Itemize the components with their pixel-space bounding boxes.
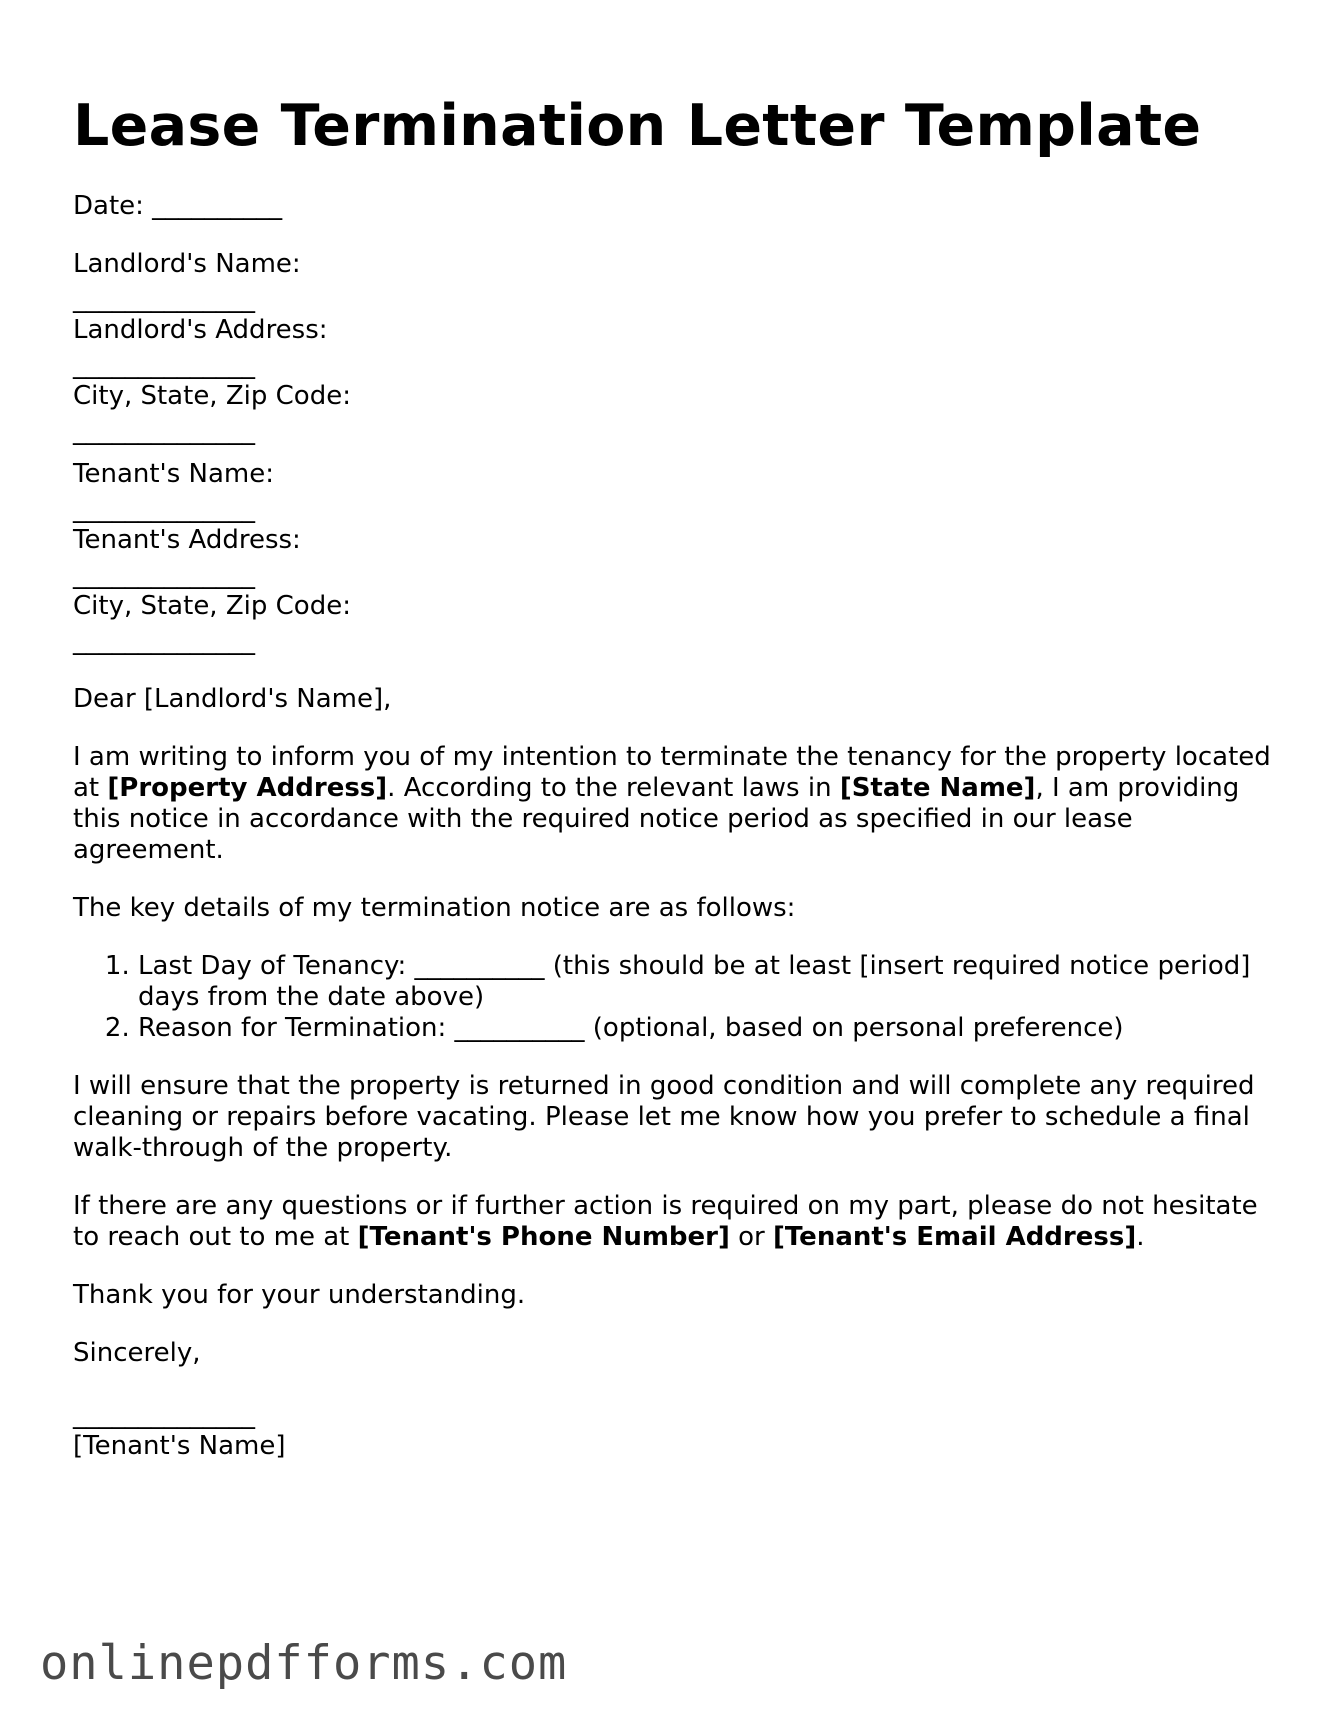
landlord-address-label: Landlord's Address:: [73, 315, 328, 345]
email-placeholder: [Tenant's Email Address]: [773, 1222, 1137, 1252]
tenant-address-label: Tenant's Address:: [73, 525, 301, 555]
contact-text-c: .: [1136, 1222, 1145, 1252]
intro-text-a: I am writing to inform you of my intention to terminate the tenancy for the property located at: [73, 742, 1271, 803]
phone-placeholder: [Tenant's Phone Number]: [357, 1222, 730, 1252]
contact-text-b: or: [729, 1222, 774, 1252]
condition-paragraph: I will ensure that the property is returned in good condition and will complete any required cleaning or repairs before vacating. Please let me know how you prefer to schedule a final walk-through of the property.: [73, 1071, 1255, 1163]
signature-gap: [73, 1369, 1273, 1400]
landlord-name-label: Landlord's Name:: [73, 249, 301, 279]
tenant-name-blank: ______________: [73, 494, 255, 524]
date-field: Date: __________: [73, 191, 283, 221]
landlord-address-blank: ______________: [73, 350, 255, 380]
list-item-reason: 2. Reason for Termination: __________ (optional, based on personal preference): [138, 1013, 1273, 1044]
intro-paragraph: [73, 742, 1273, 866]
intro-text-c: , I am providing this notice in accordance with the required notice period as specified in our lease agreement.: [73, 773, 1240, 865]
landlord-block: [73, 249, 1273, 447]
signature-blank: ______________: [73, 1400, 255, 1430]
letter-body: [73, 191, 1273, 1462]
landlord-name-blank: ______________: [73, 284, 255, 314]
salutation: Dear [Landlord's Name],: [73, 684, 392, 714]
tenant-city-label: City, State, Zip Code:: [73, 591, 351, 621]
state-name-placeholder: [State Name]: [839, 773, 1036, 803]
watermark: onlinepdfforms.com: [40, 1636, 568, 1691]
contact-paragraph: [73, 1191, 1273, 1253]
tenant-city-blank: ______________: [73, 626, 255, 656]
page-title: Lease Termination Letter Template: [73, 93, 1202, 159]
list-item-last-day: 1. Last Day of Tenancy: __________ (this should be at least [insert required notice period] days from the date above): [138, 951, 1273, 1013]
landlord-city-label: City, State, Zip Code:: [73, 381, 351, 411]
property-address-placeholder: [Property Address]: [107, 773, 388, 803]
tenant-block: [73, 459, 1273, 657]
intro-text-b: . According to the relevant laws in: [387, 773, 840, 803]
signature-name: [Tenant's Name]: [73, 1431, 286, 1461]
contact-text-a: If there are any questions or if further action is required on my part, please do not hesitate to reach out to me at: [73, 1191, 1258, 1252]
details-intro: The key details of my termination notice are as follows:: [73, 893, 796, 923]
closing-line: Sincerely,: [73, 1338, 201, 1368]
landlord-city-blank: ______________: [73, 416, 255, 446]
details-list: [73, 951, 1273, 1044]
tenant-name-label: Tenant's Name:: [73, 459, 274, 489]
thanks-line: Thank you for your understanding.: [73, 1280, 526, 1310]
tenant-address-blank: ______________: [73, 560, 255, 590]
